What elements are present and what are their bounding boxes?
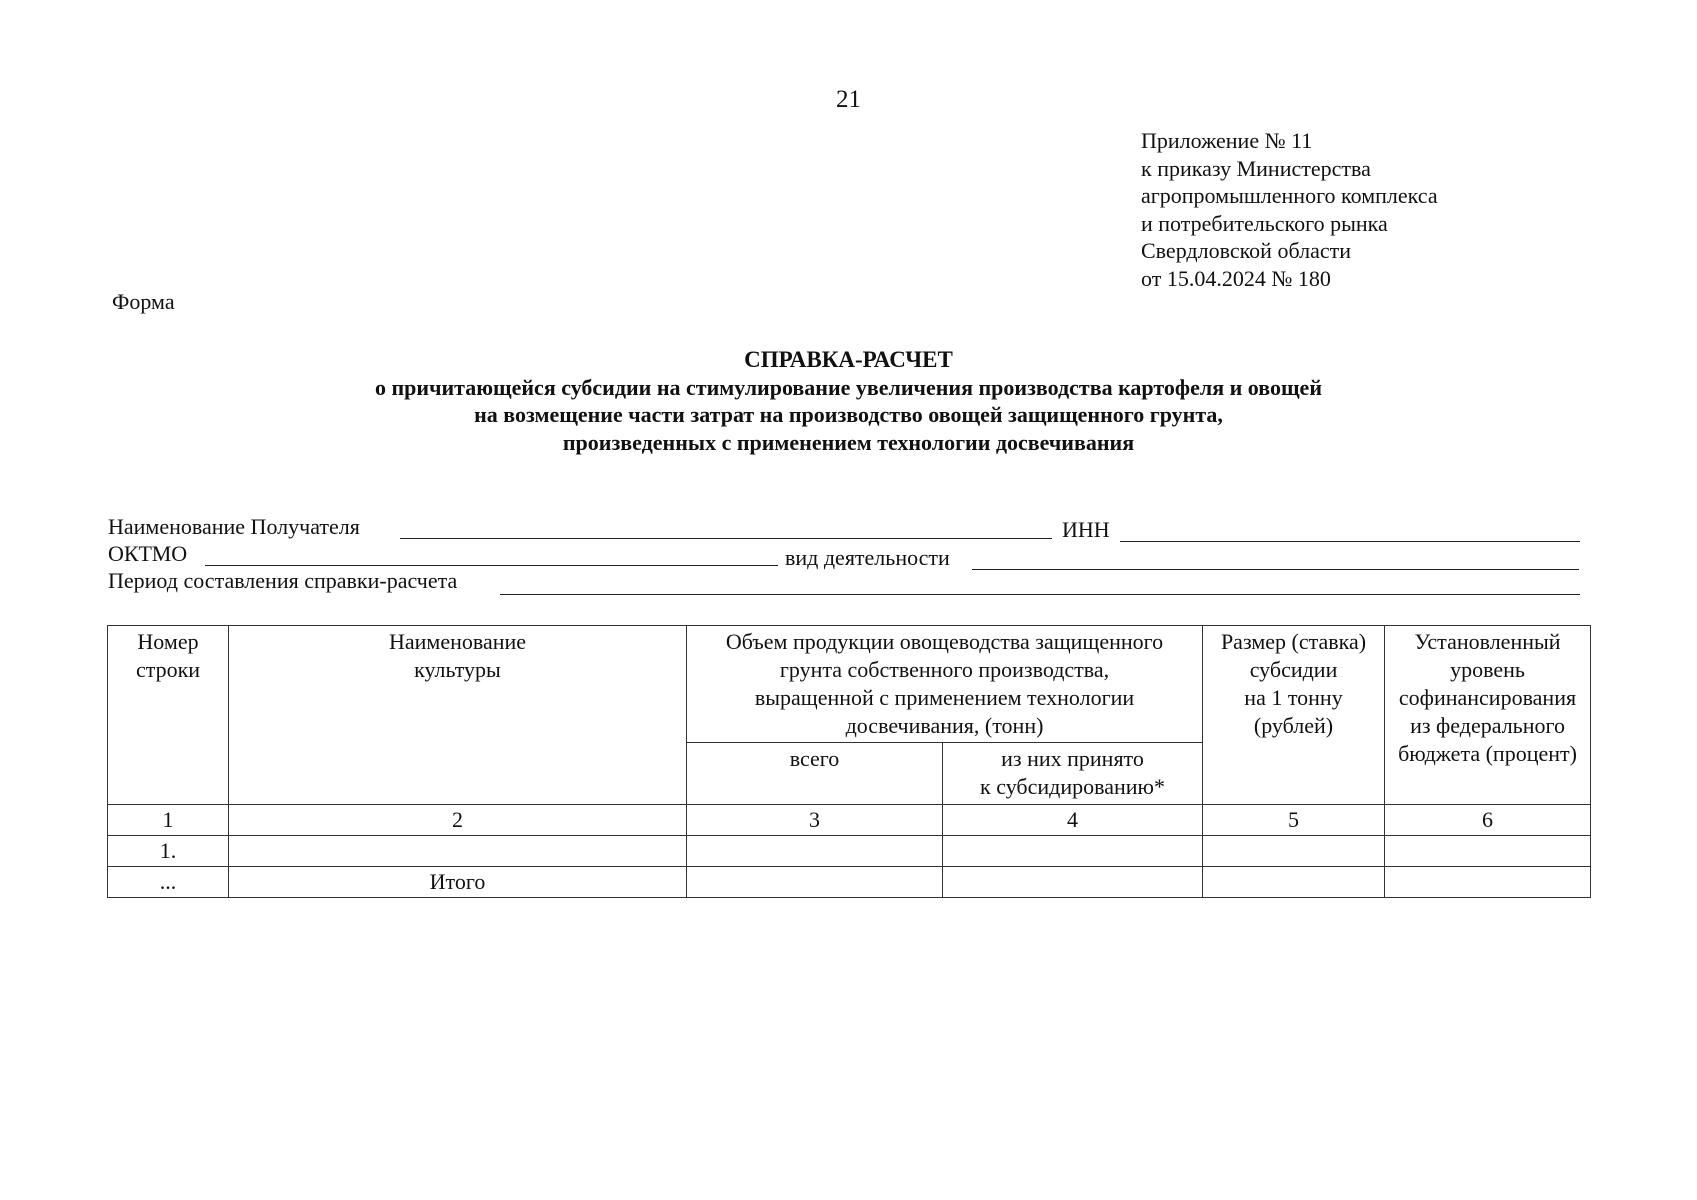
inn-label: ИНН xyxy=(1062,517,1110,542)
activity-field[interactable] xyxy=(972,569,1579,570)
inn-field[interactable] xyxy=(1120,541,1580,542)
appendix-line: к приказу Министерства xyxy=(1141,155,1371,181)
title-main: СПРАВКА-РАСЧЕТ xyxy=(744,347,953,372)
header-crop-name: Наименование культуры xyxy=(229,626,687,805)
table-cell[interactable]: ... xyxy=(108,867,229,898)
table-cell[interactable] xyxy=(1385,867,1591,898)
table-cell[interactable] xyxy=(1385,836,1591,867)
table-cell[interactable] xyxy=(687,836,943,867)
table-cell[interactable] xyxy=(1203,836,1385,867)
column-number: 4 xyxy=(943,805,1203,836)
column-number: 3 xyxy=(687,805,943,836)
title-line: на возмещение части затрат на производство овощей защищенного грунта, xyxy=(474,402,1223,427)
recipient-field[interactable] xyxy=(400,538,1052,539)
column-number: 5 xyxy=(1203,805,1385,836)
document-title xyxy=(0,346,1697,456)
appendix-line: от 15.04.2024 № 180 xyxy=(1141,265,1331,291)
header-volume-accepted: из них принято к субсидированию* xyxy=(943,743,1203,805)
period-field[interactable] xyxy=(500,594,1580,595)
column-number: 6 xyxy=(1385,805,1591,836)
appendix-line: Приложение № 11 xyxy=(1141,128,1313,153)
table-cell[interactable]: 1. xyxy=(108,836,229,867)
column-number-row xyxy=(108,805,1591,836)
header-row-number: Номер строки xyxy=(108,626,229,805)
page-number: 21 xyxy=(836,86,861,113)
header-rate: Размер (ставка) субсидии на 1 тонну (рублей) xyxy=(1203,626,1385,805)
appendix-block xyxy=(1141,127,1438,292)
column-number: 1 xyxy=(108,805,229,836)
table-row xyxy=(108,836,1591,867)
table-cell[interactable] xyxy=(229,836,687,867)
table-cell[interactable] xyxy=(943,867,1203,898)
table-cell[interactable] xyxy=(1203,867,1385,898)
title-line: о причитающейся субсидии на стимулирование увеличения производства картофеля и овощей xyxy=(374,374,1322,400)
recipient-label: Наименование Получателя xyxy=(108,514,360,539)
title-line: произведенных с применением технологии досвечивания xyxy=(562,429,1135,455)
table-cell[interactable] xyxy=(687,867,943,898)
table-cell[interactable]: Итого xyxy=(229,867,687,898)
appendix-line: агропромышленного комплекса xyxy=(1141,183,1438,208)
table-row xyxy=(108,867,1591,898)
calculation-table xyxy=(107,625,1591,898)
activity-label: вид деятельности xyxy=(785,545,950,570)
oktmo-field[interactable] xyxy=(205,565,778,566)
table-header-row xyxy=(108,626,1591,743)
period-label: Период составления справки-расчета xyxy=(108,568,458,593)
header-cofinancing: Установленный уровень софинансирования из федерального бюджета (процент) xyxy=(1385,626,1591,805)
form-label: Форма xyxy=(112,289,175,314)
header-volume: Объем продукции овощеводства защищенного грунта собственного производства, выращенной с применением технологии досвечивания, (тонн) xyxy=(687,626,1203,743)
appendix-line: и потребительского рынка xyxy=(1141,210,1388,236)
oktmo-label: ОКТМО xyxy=(108,541,188,566)
header-volume-total: всего xyxy=(687,743,943,805)
appendix-line: Свердловской области xyxy=(1141,238,1351,263)
column-number: 2 xyxy=(229,805,687,836)
table-cell[interactable] xyxy=(943,836,1203,867)
